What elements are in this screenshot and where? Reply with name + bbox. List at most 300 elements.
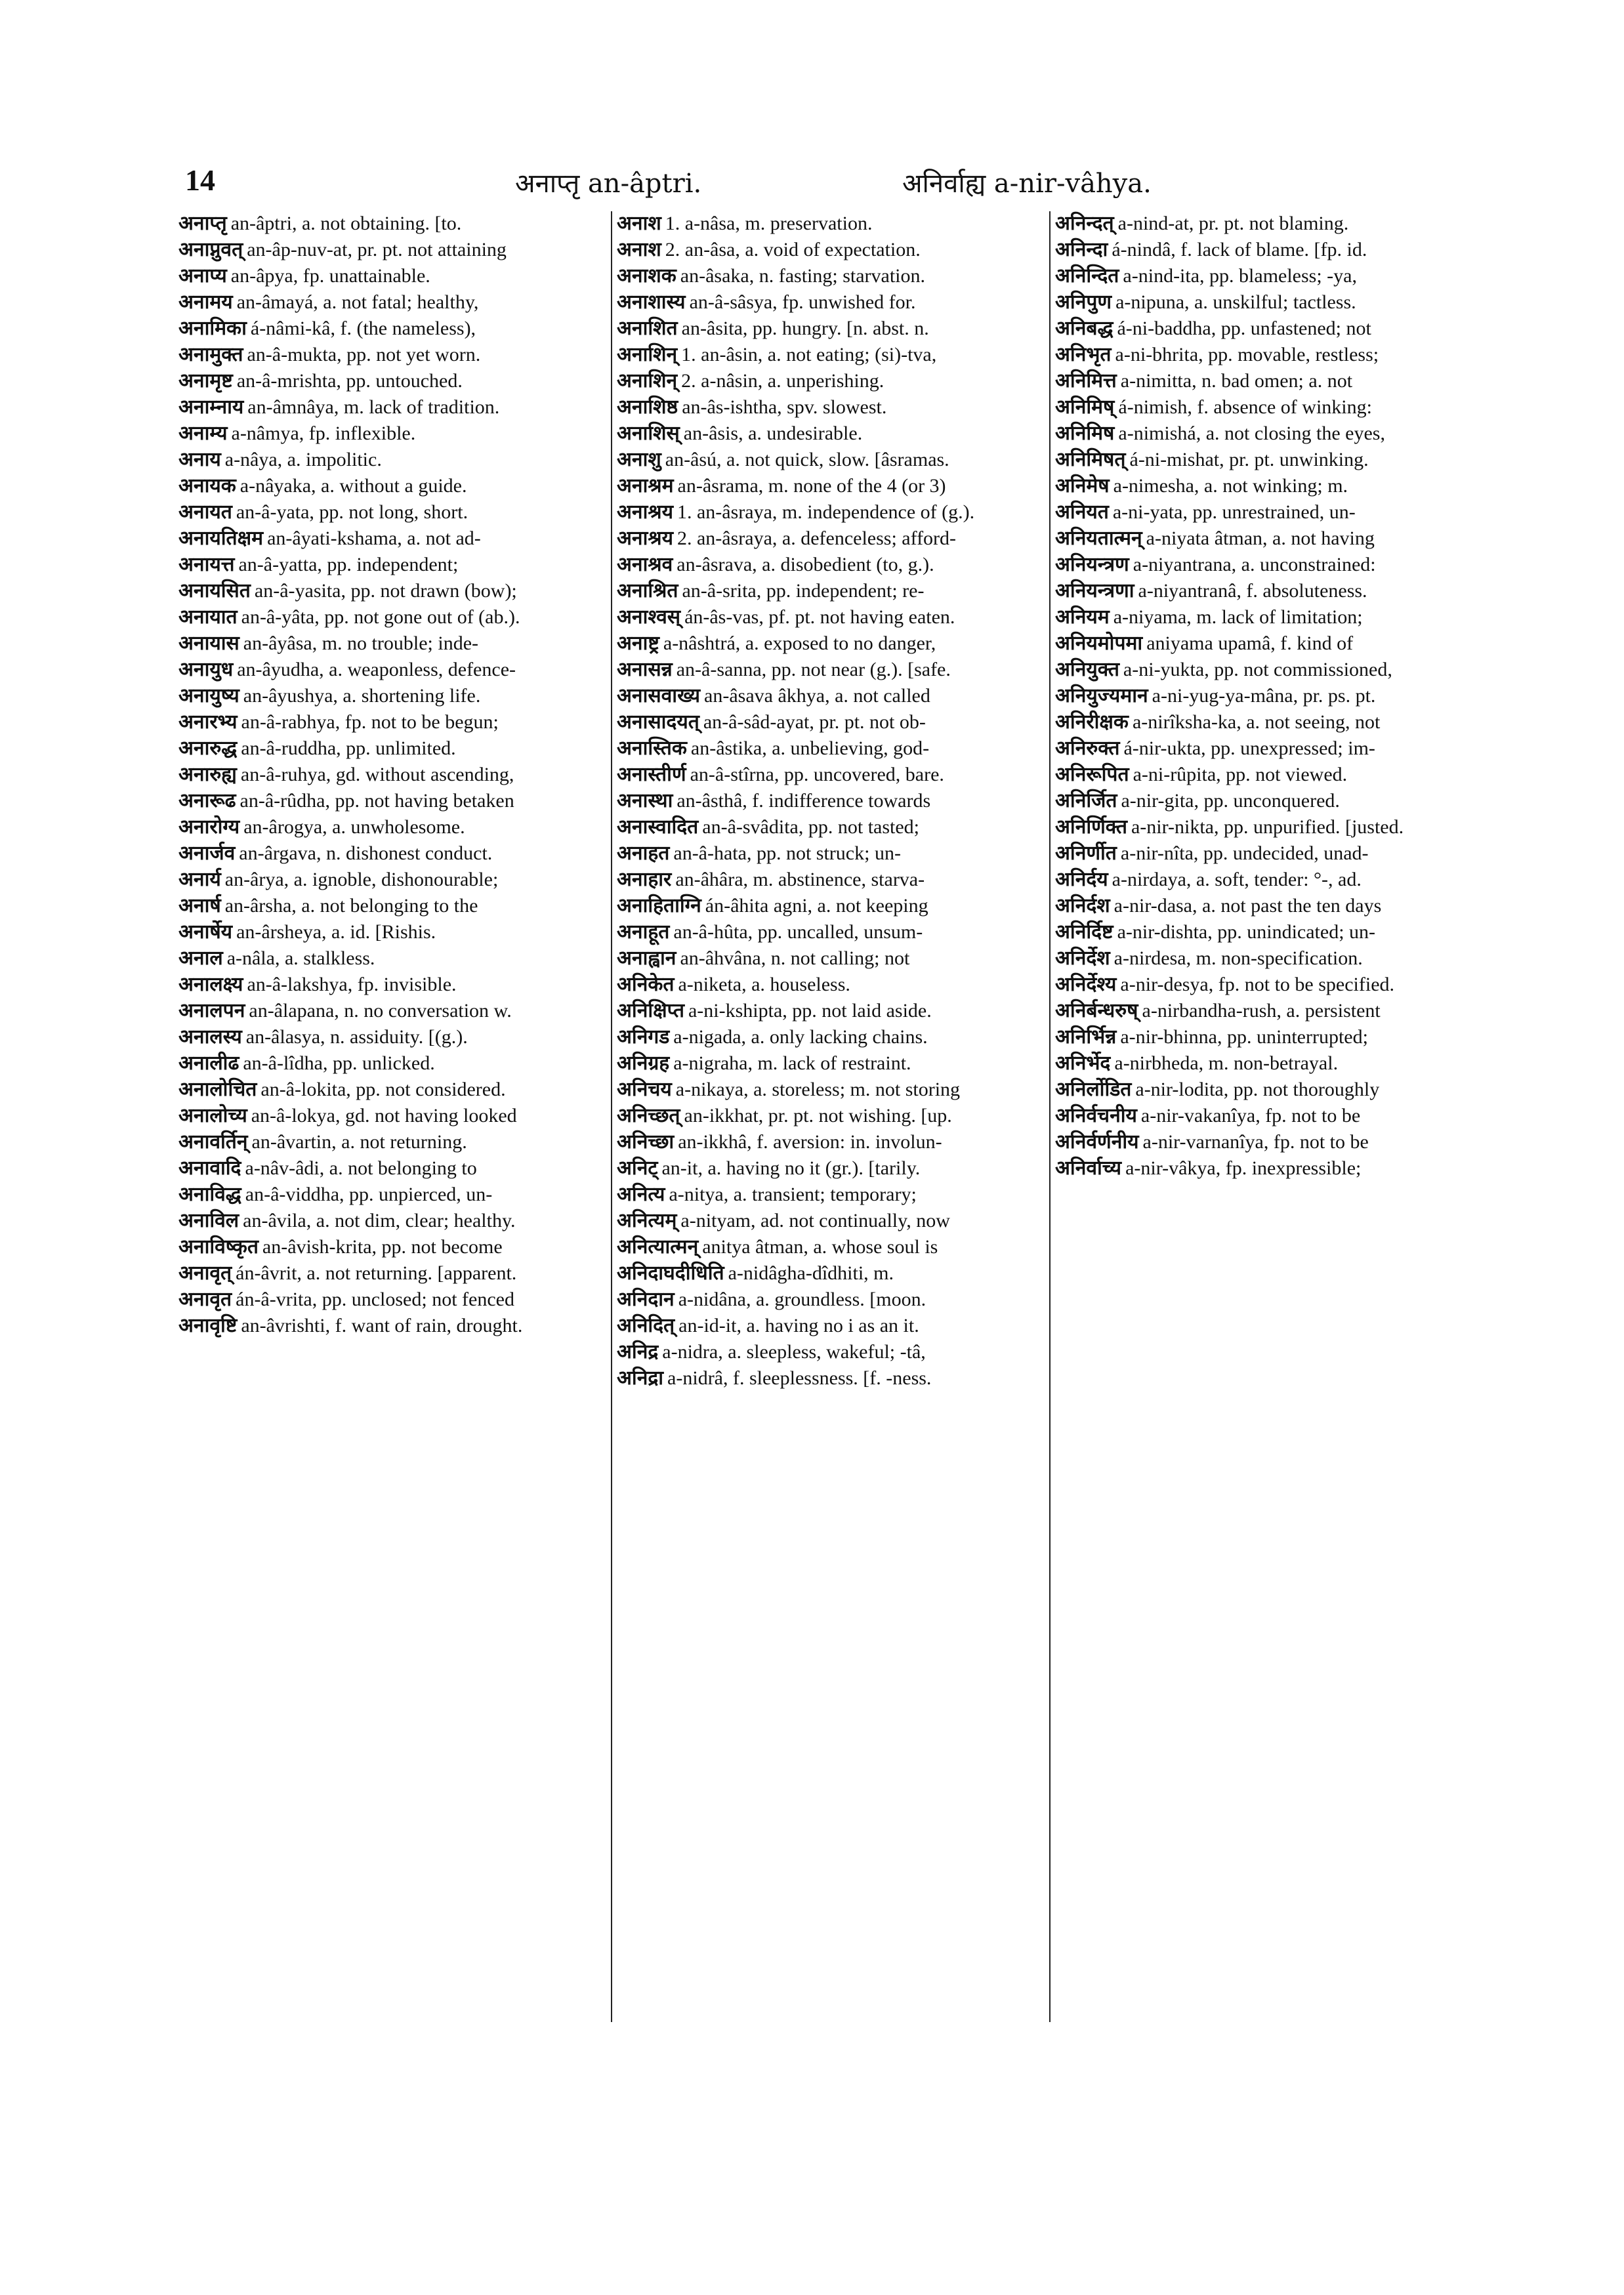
entry-definition: an-â-rûdha, pp. not having betaken	[239, 790, 514, 812]
entry-headword: अनिन्दित	[1055, 264, 1119, 287]
entry-headword: अनावृत	[178, 1288, 232, 1311]
dictionary-entry	[178, 290, 605, 316]
entry-definition: a-nir-desya, fp. not to be specified.	[1120, 974, 1395, 995]
entry-definition: a-nâshtrá, a. exposed to no danger,	[663, 632, 936, 654]
entry-definition: a-niyata âtman, a. not having	[1146, 527, 1375, 549]
dictionary-entry	[178, 867, 605, 894]
entry-headword: अनायतिक्षम	[178, 527, 264, 550]
entry-headword: अनिच्छत्	[617, 1104, 680, 1127]
dictionary-entry	[617, 1051, 1043, 1077]
dictionary-entry	[178, 579, 605, 605]
entry-definition: a-nimesha, a. not winking; m.	[1113, 475, 1348, 497]
dictionary-entry	[178, 920, 605, 946]
entry-definition: an-âhâra, m. abstinence, starva-	[675, 869, 925, 890]
entry-definition: án-âvrit, a. not returning. [apparent.	[236, 1262, 517, 1284]
entry-headword: अनाविष्कृत	[178, 1235, 259, 1258]
entry-definition: a-nir-gita, pp. unconquered.	[1121, 790, 1340, 812]
entry-definition: anitya âtman, a. whose soul is	[702, 1236, 938, 1258]
entry-definition: an-â-lakshya, fp. invisible.	[247, 974, 457, 995]
page-number: 14	[185, 163, 215, 197]
entry-headword: अनासादयत्	[617, 711, 699, 734]
entry-headword: अनिन्दा	[1055, 238, 1108, 261]
dictionary-entry	[617, 1130, 1043, 1156]
entry-headword: अनामिका	[178, 317, 247, 340]
dictionary-entry	[617, 369, 1043, 395]
entry-definition: an-âsaka, n. fasting; starvation.	[680, 265, 925, 287]
dictionary-entry	[1055, 920, 1482, 946]
column-2	[617, 211, 1043, 2029]
dictionary-entry	[1055, 841, 1482, 867]
entry-definition: a-nirdesa, m. non-specification.	[1114, 947, 1363, 969]
entry-definition: an-âpya, fp. unattainable.	[230, 265, 430, 287]
dictionary-entry	[617, 264, 1043, 290]
entry-definition: 2. an-âsa, a. void of expectation.	[665, 239, 921, 260]
entry-headword: अनाश	[617, 238, 661, 261]
dictionary-entry	[617, 972, 1043, 999]
entry-definition: an-âyudha, a. weaponless, defence-	[237, 659, 516, 680]
entry-definition: an-ârsha, a. not belonging to the	[224, 895, 478, 917]
dictionary-entry	[1055, 290, 1482, 316]
dictionary-entry	[178, 369, 605, 395]
entry-headword: अनार्ष	[178, 894, 221, 917]
entry-definition: a-nâmya, fp. inflexible.	[231, 423, 416, 444]
entry-definition: an-â-ruhya, gd. without ascending,	[240, 764, 514, 785]
entry-definition: an-âlapana, n. no conversation w.	[249, 1000, 512, 1022]
dictionary-entry	[617, 447, 1043, 474]
entry-definition: a-nirbheda, m. non-betrayal.	[1114, 1052, 1339, 1074]
entry-headword: अनिमित्त	[1055, 369, 1117, 392]
dictionary-entry	[178, 1025, 605, 1051]
dictionary-entry	[617, 684, 1043, 710]
entry-definition: an-â-hata, pp. not struck; un-	[673, 842, 901, 864]
entry-headword: अनिर्णीत	[1055, 842, 1117, 865]
entry-headword: अनार्जव	[178, 842, 236, 865]
dictionary-entry	[1055, 762, 1482, 789]
entry-definition: á-nir-ukta, pp. unexpressed; im-	[1123, 737, 1375, 759]
dictionary-entry	[1055, 211, 1482, 238]
dictionary-entry	[178, 500, 605, 526]
entry-headword: अनाह्वान	[617, 947, 677, 970]
entry-headword: अनासन्न	[617, 658, 673, 681]
entry-definition: a-nâv-âdi, a. not belonging to	[245, 1157, 477, 1179]
dictionary-entry	[1055, 1130, 1482, 1156]
entry-headword: अनाशक	[617, 264, 677, 287]
dictionary-entry	[617, 946, 1043, 972]
entry-headword: अनिर्बन्धरुष्	[1055, 999, 1138, 1022]
entry-definition: a-nityam, ad. not continually, now	[680, 1210, 950, 1231]
entry-definition: a-niketa, a. houseless.	[678, 974, 850, 995]
entry-headword: अनामुक्त	[178, 343, 243, 366]
dictionary-entry	[1055, 500, 1482, 526]
entry-definition: a-nir-nikta, pp. unpurified. [justed.	[1131, 816, 1404, 838]
entry-headword: अनाहत	[617, 842, 670, 865]
entry-headword: अनिक्षिप्त	[617, 999, 684, 1022]
dictionary-entry	[617, 631, 1043, 657]
entry-definition: an-â-lokita, pp. not considered.	[260, 1079, 506, 1100]
entry-headword: अनालपन	[178, 999, 245, 1022]
entry-definition: an-ârsheya, a. id. [Rishis.	[236, 921, 436, 943]
entry-headword: अनाप्नुवत्	[178, 238, 243, 261]
dictionary-entry	[178, 841, 605, 867]
dictionary-entry	[1055, 579, 1482, 605]
dictionary-entry	[1055, 526, 1482, 552]
entry-definition: a-nir-vâkya, fp. inexpressible;	[1125, 1157, 1362, 1179]
entry-headword: अनियत	[1055, 501, 1109, 524]
entry-definition: 2. a-nâsin, a. unperishing.	[681, 370, 885, 392]
dictionary-entry	[617, 1077, 1043, 1104]
dictionary-entry	[1055, 1051, 1482, 1077]
entry-headword: अनालस्य	[178, 1025, 242, 1048]
dictionary-entry	[178, 684, 605, 710]
entry-definition: an-âyushya, a. shortening life.	[243, 685, 481, 707]
entry-headword: अनाविद्ध	[178, 1183, 241, 1206]
entry-headword: अनिकेत	[617, 973, 675, 996]
entry-headword: अनाहिताग्नि	[617, 894, 701, 917]
entry-definition: an-âstika, a. unbelieving, god-	[690, 737, 930, 759]
dictionary-entry	[617, 211, 1043, 238]
entry-definition: an-âsthâ, f. indifference towards	[677, 790, 931, 812]
entry-definition: a-ni-yata, pp. unrestrained, un-	[1112, 501, 1356, 523]
entry-headword: अनिदान	[617, 1288, 675, 1311]
entry-headword: अनियन्त्रणा	[1055, 579, 1135, 602]
running-head-left: अनाप्तृ an-âptri.	[515, 169, 702, 199]
entry-definition: an-âyati-kshama, a. not ad-	[267, 527, 481, 549]
entry-definition: 1. an-âsraya, m. independence of (g.).	[677, 501, 975, 523]
dictionary-entry	[617, 342, 1043, 369]
entry-headword: अनाशिन्	[617, 343, 678, 366]
entry-headword: अनायक	[178, 474, 236, 497]
dictionary-entry	[178, 736, 605, 762]
dictionary-entry	[1055, 789, 1482, 815]
entry-definition: á-nindâ, f. lack of blame. [fp. id.	[1112, 239, 1367, 260]
entry-definition: an-âsita, pp. hungry. [n. abst. n.	[681, 318, 929, 339]
entry-headword: अनिद्रा	[617, 1367, 664, 1390]
dictionary-entry	[1055, 657, 1482, 684]
entry-headword: अनिर्देश	[1055, 947, 1110, 970]
entry-headword: अनावर्तिन्	[178, 1130, 248, 1153]
dictionary-entry	[617, 1287, 1043, 1313]
entry-headword: अनालोचित	[178, 1078, 257, 1101]
entry-headword: अनियतात्मन्	[1055, 527, 1142, 550]
entry-definition: a-nidrâ, f. sleeplessness. [f. -ness.	[667, 1367, 932, 1389]
entry-headword: अनायात	[178, 606, 238, 629]
entry-definition: an-ârgava, n. dishonest conduct.	[239, 842, 493, 864]
entry-definition: a-niyantranâ, f. absoluteness.	[1138, 580, 1367, 602]
entry-definition: an-âlasya, n. assiduity. [(g.).	[245, 1026, 468, 1048]
entry-definition: án-âhita agni, a. not keeping	[705, 895, 928, 917]
entry-definition: an-âhvâna, n. not calling; not	[680, 947, 910, 969]
entry-headword: अनिर्दिष्ट	[1055, 920, 1114, 943]
dictionary-entry	[1055, 1104, 1482, 1130]
entry-definition: a-nirîksha-ka, a. not seeing, not	[1132, 711, 1381, 733]
entry-headword: अनियुज्यमान	[1055, 684, 1148, 707]
dictionary-entry	[617, 999, 1043, 1025]
entry-headword: अनाहार	[617, 868, 672, 891]
entry-headword: अनिर्वचनीय	[1055, 1104, 1137, 1127]
entry-headword: अनारूढ	[178, 789, 236, 812]
entry-headword: अनायत	[178, 501, 232, 524]
dictionary-columns	[178, 211, 1451, 2029]
entry-headword: अनारोग्य	[178, 816, 240, 838]
entry-headword: अनावृत्	[178, 1262, 232, 1285]
entry-definition: an-âptri, a. not obtaining. [to.	[230, 213, 462, 234]
entry-headword: अनार्षेय	[178, 920, 233, 943]
entry-definition: a-nigada, a. only lacking chains.	[673, 1026, 928, 1048]
dictionary-entry	[617, 526, 1043, 552]
entry-definition: an-âmayá, a. not fatal; healthy,	[236, 291, 479, 313]
entry-definition: an-it, a. having no it (gr.). [tarily.	[661, 1157, 921, 1179]
dictionary-entry	[1055, 946, 1482, 972]
entry-headword: अनिदाघदीधिति	[617, 1262, 724, 1285]
entry-definition: á-ni-baddha, pp. unfastened; not	[1117, 318, 1371, 339]
dictionary-entry	[617, 815, 1043, 841]
dictionary-entry	[178, 395, 605, 421]
entry-headword: अनारुह्य	[178, 763, 237, 786]
dictionary-entry	[178, 1130, 605, 1156]
entry-definition: an-id-it, a. having no i as an it.	[678, 1315, 919, 1336]
entry-headword: अनिभृत	[1055, 343, 1112, 366]
entry-definition: an-â-yâta, pp. not gone out of (ab.).	[241, 606, 520, 628]
entry-definition: á-nâmi-kâ, f. (the nameless),	[250, 318, 476, 339]
dictionary-entry	[617, 1209, 1043, 1235]
entry-definition: a-nidra, a. sleepless, wakeful; -tâ,	[662, 1341, 926, 1363]
entry-definition: an-â-viddha, pp. unpierced, un-	[245, 1184, 493, 1205]
entry-headword: अनाश्वस्	[617, 606, 681, 629]
dictionary-entry	[178, 1287, 605, 1313]
entry-headword: अनाष्ट्र	[617, 632, 659, 655]
dictionary-entry	[178, 631, 605, 657]
entry-definition: an-âsis, a. undesirable.	[683, 423, 863, 444]
entry-headword: अनिरीक्षक	[1055, 711, 1129, 734]
entry-headword: अनाश्रय	[617, 527, 673, 550]
dictionary-entry	[617, 1313, 1043, 1340]
entry-definition: an-â-lokya, gd. not having looked	[251, 1105, 517, 1127]
dictionary-entry	[178, 552, 605, 579]
entry-definition: an-âsrama, m. none of the 4 (or 3)	[677, 475, 946, 497]
entry-definition: an-â-sanna, pp. not near (g.). [safe.	[676, 659, 951, 680]
dictionary-entry	[178, 1051, 605, 1077]
entry-headword: अनिर्देश्य	[1055, 973, 1117, 996]
entry-definition: an-âs-ishtha, spv. slowest.	[682, 396, 887, 418]
entry-definition: a-nimishá, a. not closing the eyes,	[1118, 423, 1385, 444]
entry-definition: a-nind-at, pr. pt. not blaming.	[1117, 213, 1349, 234]
entry-headword: अनालोच्य	[178, 1104, 247, 1127]
dictionary-entry	[178, 789, 605, 815]
dictionary-entry	[178, 1104, 605, 1130]
entry-definition: an-â-mrishta, pp. untouched.	[236, 370, 463, 392]
entry-definition: an-ikkhat, pr. pt. not wishing. [up.	[684, 1105, 952, 1127]
dictionary-entry	[178, 657, 605, 684]
entry-headword: अनास्तिक	[617, 737, 687, 760]
entry-headword: अनिग्रह	[617, 1052, 670, 1075]
entry-definition: a-nir-varnanîya, fp. not to be	[1142, 1131, 1369, 1153]
entry-definition: an-â-ruddha, pp. unlimited.	[241, 737, 456, 759]
dictionary-entry	[617, 1182, 1043, 1209]
entry-definition: a-nir-dishta, pp. unindicated; un-	[1117, 921, 1376, 943]
dictionary-entry	[178, 1182, 605, 1209]
entry-definition: a-nimitta, n. bad omen; a. not	[1120, 370, 1353, 392]
dictionary-entry	[617, 474, 1043, 500]
dictionary-entry	[178, 1313, 605, 1340]
entry-headword: अनायत्त	[178, 553, 235, 576]
entry-definition: a-ni-yukta, pp. not commissioned,	[1123, 659, 1392, 680]
entry-definition: an-â-yasita, pp. not drawn (bow);	[254, 580, 517, 602]
entry-definition: a-nir-dasa, a. not past the ten days	[1114, 895, 1382, 917]
dictionary-entry	[1055, 369, 1482, 395]
dictionary-entry	[178, 815, 605, 841]
dictionary-entry	[1055, 605, 1482, 631]
entry-headword: अनाश्रय	[617, 501, 673, 524]
dictionary-entry	[178, 605, 605, 631]
entry-definition: a-nâla, a. stalkless.	[226, 947, 375, 969]
entry-headword: अनालक्ष्य	[178, 973, 243, 996]
entry-headword: अनित्य	[617, 1183, 665, 1206]
entry-headword: अनिमिष	[1055, 422, 1115, 445]
entry-definition: a-nir-lodita, pp. not thoroughly	[1135, 1079, 1380, 1100]
dictionary-entry	[1055, 421, 1482, 447]
entry-definition: an-âvish-krita, pp. not become	[262, 1236, 503, 1258]
entry-definition: án-â-vrita, pp. unclosed; not fenced	[236, 1289, 514, 1310]
entry-headword: अनास्वादित	[617, 816, 699, 838]
dictionary-entry	[617, 710, 1043, 736]
entry-definition: á-nimish, f. absence of winking:	[1118, 396, 1372, 418]
entry-headword: अनित्यम्	[617, 1209, 677, 1232]
entry-definition: an-â-svâdita, pp. not tasted;	[702, 816, 919, 838]
dictionary-entry	[178, 999, 605, 1025]
dictionary-entry	[617, 316, 1043, 342]
dictionary-entry	[1055, 264, 1482, 290]
dictionary-entry	[178, 421, 605, 447]
entry-definition: an-â-mukta, pp. not yet worn.	[247, 344, 481, 365]
dictionary-entry	[1055, 736, 1482, 762]
dictionary-entry	[178, 1261, 605, 1287]
entry-definition: an-âyâsa, m. no trouble; inde-	[243, 632, 479, 654]
entry-definition: a-nipuna, a. unskilful; tactless.	[1115, 291, 1356, 313]
entry-definition: an-âvila, a. not dim, clear; healthy.	[243, 1210, 516, 1231]
entry-headword: अनाप्तृ	[178, 212, 227, 235]
entry-definition: an-ârogya, a. unwholesome.	[243, 816, 465, 838]
dictionary-entry	[617, 867, 1043, 894]
entry-definition: an-â-stîrna, pp. uncovered, bare.	[690, 764, 944, 785]
entry-definition: a-niyantrana, a. unconstrained:	[1133, 554, 1376, 575]
dictionary-entry	[617, 789, 1043, 815]
column-divider	[611, 211, 612, 2022]
entry-headword: अनिगड	[617, 1025, 670, 1048]
entry-headword: अनियुक्त	[1055, 658, 1119, 681]
dictionary-entry	[1055, 815, 1482, 841]
entry-definition: an-â-hûta, pp. uncalled, unsum-	[673, 921, 923, 943]
entry-headword: अनिद्र	[617, 1340, 659, 1363]
entry-definition: a-nir-nîta, pp. undecided, unad-	[1120, 842, 1369, 864]
entry-headword: अनिच्छा	[617, 1130, 675, 1153]
entry-headword: अनाप्य	[178, 264, 227, 287]
entry-headword: अनाशित	[617, 317, 678, 340]
dictionary-entry	[617, 1156, 1043, 1182]
dictionary-entry	[617, 1025, 1043, 1051]
dictionary-entry	[1055, 894, 1482, 920]
entry-definition: an-âsrava, a. disobedient (to, g.).	[677, 554, 934, 575]
entry-definition: a-nidâna, a. groundless. [moon.	[678, 1289, 927, 1310]
entry-headword: अनाशिस्	[617, 422, 680, 445]
entry-headword: अनिमिष्	[1055, 396, 1115, 419]
entry-definition: an-â-sâsya, fp. unwished for.	[689, 291, 916, 313]
entry-headword: अनाय	[178, 448, 221, 471]
entry-headword: अनिरुक्त	[1055, 737, 1120, 760]
dictionary-entry	[1055, 1025, 1482, 1051]
dictionary-entry	[1055, 684, 1482, 710]
column-3	[1055, 211, 1482, 2029]
entry-definition: an-âsú, a. not quick, slow. [âsramas.	[665, 449, 949, 470]
dictionary-entry	[1055, 1077, 1482, 1104]
entry-definition: a-nâyaka, a. without a guide.	[239, 475, 467, 497]
entry-definition: an-âsava âkhya, a. not called	[704, 685, 930, 707]
dictionary-entry	[617, 395, 1043, 421]
entry-definition: an-â-sâd-ayat, pr. pt. not ob-	[703, 711, 926, 733]
entry-definition: a-nitya, a. transient; temporary;	[669, 1184, 917, 1205]
entry-definition: a-nirdaya, a. soft, tender: °-, ad.	[1112, 869, 1362, 890]
dictionary-entry	[1055, 238, 1482, 264]
entry-headword: अनार्य	[178, 868, 221, 891]
entry-headword: अनिर्जित	[1055, 789, 1117, 812]
dictionary-entry	[617, 238, 1043, 264]
entry-headword: अनामृष्ट	[178, 369, 233, 392]
entry-definition: a-ni-yug-ya-mâna, pr. ps. pt.	[1152, 685, 1376, 707]
dictionary-entry	[178, 1077, 605, 1104]
dictionary-entry	[617, 736, 1043, 762]
entry-headword: अनाश्रम	[617, 474, 674, 497]
dictionary-entry	[617, 421, 1043, 447]
dictionary-entry	[617, 894, 1043, 920]
entry-headword: अनिर्लोडित	[1055, 1078, 1132, 1101]
dictionary-entry	[178, 972, 605, 999]
entry-headword: अनिर्वर्णनीय	[1055, 1130, 1139, 1153]
entry-headword: अनाशास्य	[617, 291, 686, 314]
entry-headword: अनिर्भिन्न	[1055, 1025, 1117, 1048]
entry-definition: a-nikaya, a. storeless; m. not storing	[675, 1079, 961, 1100]
entry-headword: अनिरूपित	[1055, 763, 1129, 786]
entry-headword: अनाशिन्	[617, 369, 678, 392]
entry-headword: अनाल	[178, 947, 223, 970]
entry-headword: अनिमेष	[1055, 474, 1110, 497]
dictionary-entry	[617, 1235, 1043, 1261]
entry-headword: अनिट्	[617, 1157, 658, 1180]
entry-definition: an-ikkhâ, f. aversion: in. involun-	[678, 1131, 942, 1153]
dictionary-entry	[617, 762, 1043, 789]
column-divider	[1049, 211, 1051, 2022]
column-1	[178, 211, 605, 2029]
entry-headword: अनाश	[617, 212, 661, 235]
dictionary-entry	[1055, 1156, 1482, 1182]
entry-definition: a-nirbandha-rush, a. persistent	[1142, 1000, 1381, 1022]
dictionary-entry	[617, 1340, 1043, 1366]
dictionary-entry	[617, 290, 1043, 316]
entry-headword: अनिदित्	[617, 1314, 675, 1337]
page-header	[177, 163, 1450, 202]
entry-headword: अनाविल	[178, 1209, 239, 1232]
dictionary-entry	[178, 710, 605, 736]
entry-headword: अनावादि	[178, 1157, 241, 1180]
dictionary-entry	[178, 342, 605, 369]
entry-definition: 1. a-nâsa, m. preservation.	[665, 213, 873, 234]
entry-headword: अनाशिष्ठ	[617, 396, 678, 419]
dictionary-entry	[1055, 867, 1482, 894]
entry-headword: अनियमोपमा	[1055, 632, 1143, 655]
entry-definition: a-niyama, m. lack of limitation;	[1113, 606, 1363, 628]
entry-headword: अनिर्भेद	[1055, 1052, 1111, 1075]
entry-headword: अनास्था	[617, 789, 673, 812]
dictionary-entry	[1055, 552, 1482, 579]
entry-definition: a-nir-vakanîya, fp. not to be	[1140, 1105, 1361, 1127]
